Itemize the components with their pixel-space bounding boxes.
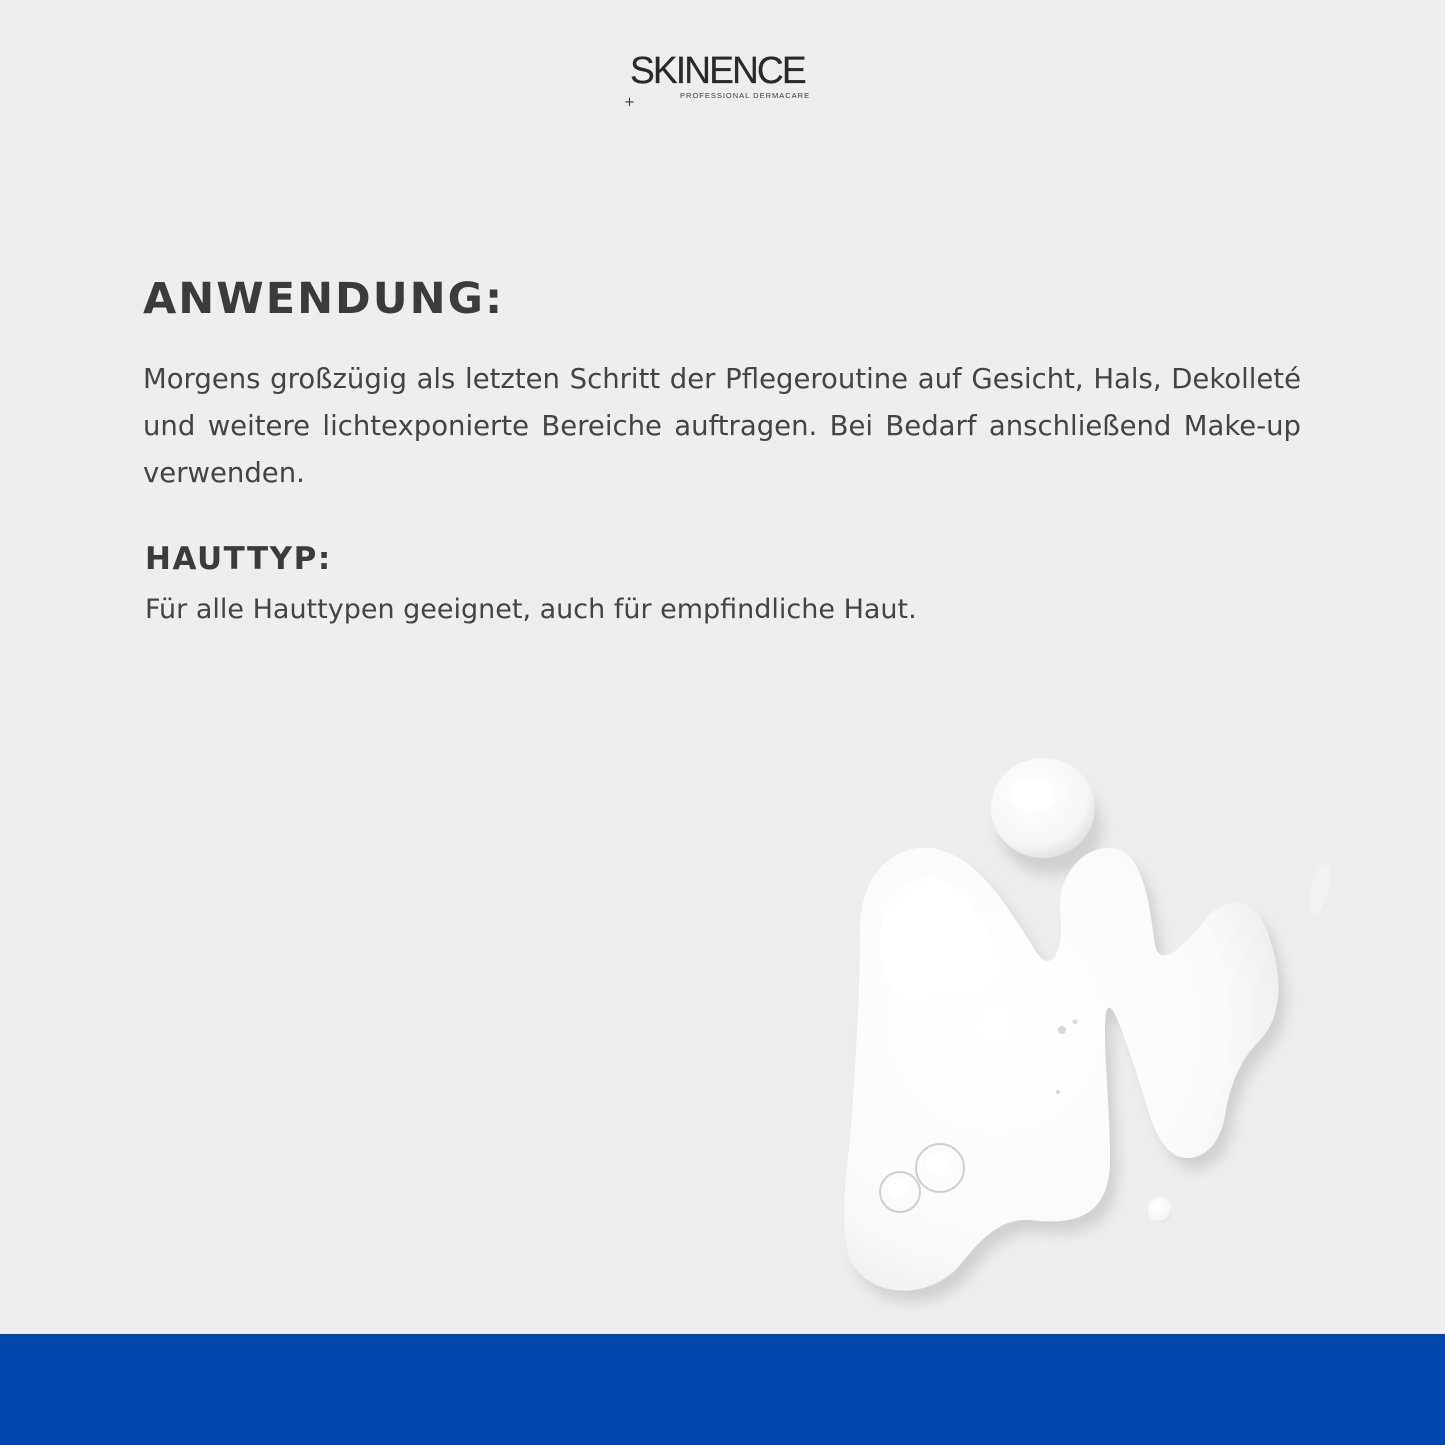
cream-swatch-icon xyxy=(820,740,1360,1310)
accent-footer-bar xyxy=(0,1334,1445,1445)
skin-type-heading: HAUTTYP: xyxy=(145,541,332,577)
usage-text: Morgens großzügig als letzten Schritt der Pflegeroutine auf Gesicht, Hals, Dekolleté und weitere lichtexponierte Bereiche auftragen. Bei Bedarf anschließend Make-up verwenden. xyxy=(143,363,1301,489)
skin-type-text: Für alle Hauttypen geeignet, auch für empfindliche Haut. xyxy=(145,594,917,625)
brand-name: SKINENCE xyxy=(630,50,805,92)
brand-tagline: PROFESSIONAL DERMACARE xyxy=(680,91,811,100)
brand-plus-mark: + xyxy=(624,95,635,110)
usage-heading: ANWENDUNG: xyxy=(143,274,505,324)
brand-logo xyxy=(624,52,824,114)
